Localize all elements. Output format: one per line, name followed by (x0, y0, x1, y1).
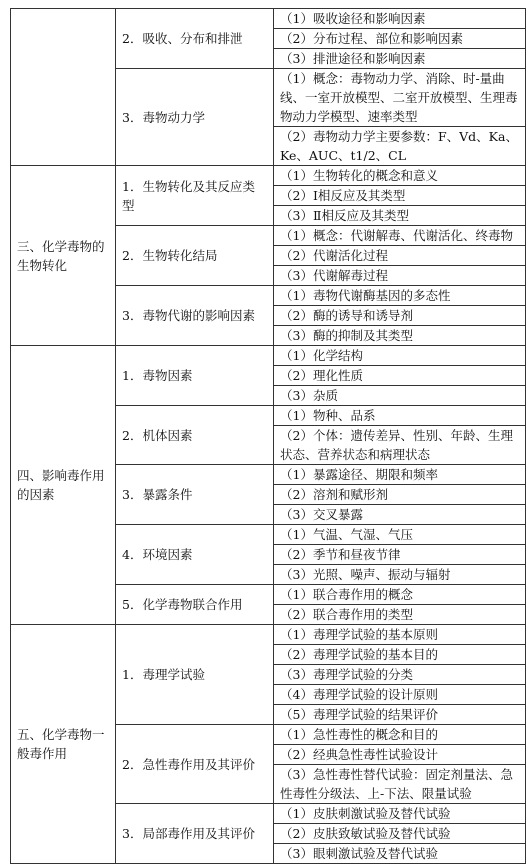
section-title: 4．环境因素 (122, 547, 193, 562)
item-cell: （2）理化性质 (274, 366, 526, 386)
section-cell (116, 465, 274, 525)
item-cell: （3）Ⅱ相反应及其类型 (274, 206, 526, 226)
item-cell: （3）交叉暴露 (274, 505, 526, 525)
section-cell (116, 346, 274, 406)
item-cell: （2）季节和昼夜节律 (274, 545, 526, 565)
item-cell: （2）酶的诱导和诱导剂 (274, 306, 526, 326)
item-cell: （2）代谢活化过程 (274, 246, 526, 266)
section-title: 3．暴露条件 (122, 487, 193, 502)
section-title: 2．机体因素 (122, 427, 193, 443)
item-cell: （1）生物转化的概念和意义 (274, 166, 526, 186)
item-cell: （1）化学结构 (274, 346, 526, 366)
section-title: 2．急性毒作用及其评价 (122, 756, 255, 772)
item-cell: （3）杂质 (274, 386, 526, 406)
section-title: 3．毒物动力学 (122, 109, 205, 125)
item-cell: （2）毒物动力学主要参数：F、Vd、Ka、Ke、AUC、t1/2、CL (274, 127, 526, 166)
item-cell: （1）概念：毒物动力学、消除、时-量曲线、一室开放模型、二室开放模型、生理毒物动力学模型、速率类型 (274, 69, 526, 127)
section-cell (116, 226, 274, 286)
item-cell: （1）概念：代谢解毒、代谢活化、终毒物 (274, 226, 526, 246)
section-cell (116, 166, 274, 226)
item-cell: （2）联合毒作用的类型 (274, 605, 526, 625)
item-cell: （4）毒理学试验的设计原则 (274, 685, 526, 705)
chapter-cell (11, 9, 116, 166)
section-cell (116, 725, 274, 804)
item-cell: （1）皮肤刺激试验及替代试验 (274, 804, 526, 824)
chapter-cell (11, 166, 116, 346)
item-cell: （3）毒理学试验的分类 (274, 665, 526, 685)
section-title: 1．毒理学试验 (122, 667, 205, 682)
item-cell: （1）急性毒性的概念和目的 (274, 725, 526, 745)
chapter-cell (11, 346, 116, 625)
section-cell (116, 585, 274, 625)
item-cell: （1）物种、品系 (274, 406, 526, 426)
chapter-title: 五、化学毒物一般毒作用 (17, 727, 105, 761)
item-cell: （5）毒理学试验的结果评价 (274, 705, 526, 725)
item-cell: （1）毒理学试验的基本原则 (274, 625, 526, 645)
section-title: 2．生物转化结局 (122, 248, 218, 263)
item-cell: （2）分布过程、部位和影响因素 (274, 29, 526, 49)
item-cell: （3）代谢解毒过程 (274, 266, 526, 286)
chapter-title: 四、影响毒作用的因素 (17, 468, 105, 502)
chapter-title: 三、化学毒物的生物转化 (17, 238, 105, 273)
section-title: 1．生物转化及其反应类型 (122, 178, 255, 213)
item-cell: （2）皮肤致敏试验及替代试验 (274, 824, 526, 844)
table-row (11, 625, 526, 645)
section-title: 3．毒物代谢的影响因素 (122, 308, 255, 323)
item-cell: （1）气温、气湿、气压 (274, 525, 526, 545)
item-cell: （3）急性毒性替代试验：固定剂量法、急性毒性分级法、上-下法、限量试验 (274, 765, 526, 804)
item-cell: （3）光照、噪声、振动与辐射 (274, 565, 526, 585)
item-cell: （2）个体：遗传差异、性别、年龄、生理状态、营养状态和病理状态 (274, 426, 526, 465)
item-cell: （2）毒理学试验的基本目的 (274, 645, 526, 665)
item-cell: （2）溶剂和赋形剂 (274, 485, 526, 505)
section-cell (116, 9, 274, 69)
item-cell: （3）酶的抑制及其类型 (274, 326, 526, 346)
section-cell (116, 525, 274, 585)
item-cell: （3）眼刺激试验及替代试验 (274, 844, 526, 864)
chapter-cell (11, 625, 116, 864)
section-cell (116, 69, 274, 166)
item-cell: （1）暴露途径、期限和频率 (274, 465, 526, 485)
item-cell: （1）吸收途径和影响因素 (274, 9, 526, 29)
syllabus-table (10, 8, 526, 864)
item-cell: （3）排泄途径和影响因素 (274, 49, 526, 69)
section-cell (116, 286, 274, 346)
section-cell (116, 804, 274, 864)
table-row (11, 9, 526, 29)
section-cell (116, 406, 274, 465)
item-cell: （2）经典急性毒性试验设计 (274, 745, 526, 765)
table-row (11, 166, 526, 186)
item-cell: （1）联合毒作用的概念 (274, 585, 526, 605)
section-title: 2．吸收、分布和排泄 (122, 31, 243, 46)
table-row (11, 346, 526, 366)
section-title: 5．化学毒物联合作用 (122, 597, 243, 612)
section-title: 1．毒物因素 (122, 368, 193, 383)
section-cell (116, 625, 274, 725)
item-cell: （1）毒物代谢酶基因的多态性 (274, 286, 526, 306)
section-title: 3．局部毒作用及其评价 (122, 826, 255, 841)
item-cell: （2）Ⅰ相反应及其类型 (274, 186, 526, 206)
